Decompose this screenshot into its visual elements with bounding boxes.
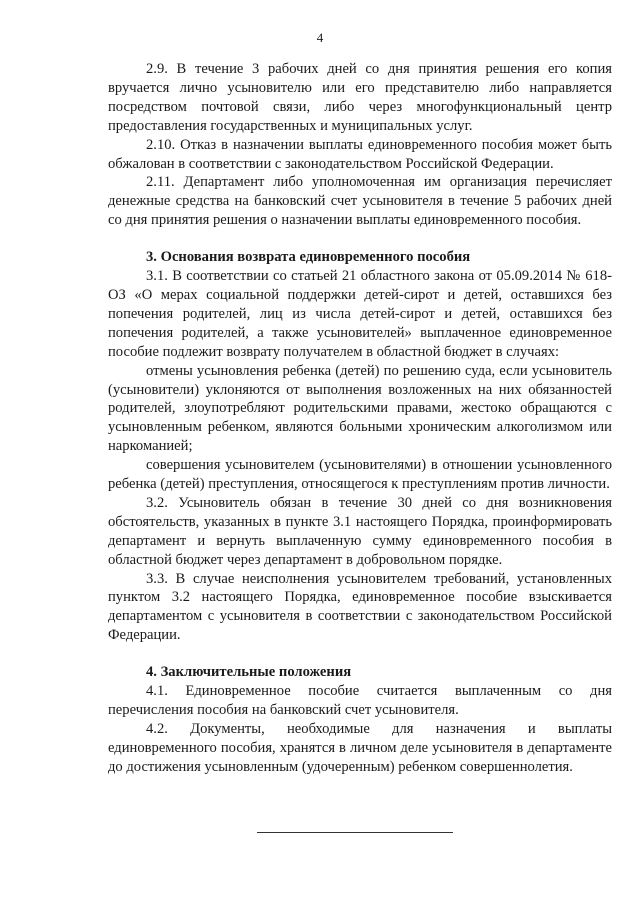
paragraph-2-10: 2.10. Отказ в назначении выплаты единовременного пособия может быть обжалован в соответствии с законодательством Российской Федерации. bbox=[108, 136, 612, 172]
paragraph-3-1-case-2: совершения усыновителем (усыновителями) в отношении усыновленного ребенка (детей) преступления, относящегося к преступлениям против личности. bbox=[108, 457, 612, 493]
paragraph-4-2: 4.2. Документы, необходимые для назначения и выплаты единовременного пособия, хранятся в личном деле усыновителя в департаменте до достижения усыновленным (удочеренным) ребенком совершеннолетия. bbox=[108, 720, 612, 775]
paragraph-2-9: 2.9. В течение 3 рабочих дней со дня принятия решения его копия вручается лично усыновителю или его представителю либо направляется посредством почтовой связи, либо через многофункциональный центр предоставления государственных и муниципальных услуг. bbox=[108, 61, 612, 134]
section-spacer bbox=[108, 645, 612, 663]
paragraph-4-1: 4.1. Единовременное пособие считается выплаченным со дня перечисления пособия на банковский счет усыновителя. bbox=[108, 683, 612, 718]
paragraph-3-1-case-1: отмены усыновления ребенка (детей) по решению суда, если усыновитель (усыновители) уклоняются от выполнения возложенных на них обязанностей родителей, злоупотребляют родительскими правами, жестоко обращаются с усыновленным ребенком, являются больными хроническим алкоголизмом или наркоманией; bbox=[108, 362, 612, 455]
document-body bbox=[108, 60, 612, 777]
end-of-document-rule bbox=[257, 832, 453, 833]
paragraph-2-11: 2.11. Департамент либо уполномоченная им организация перечисляет денежные средства на банковский счет усыновителя в течение 5 рабочих дней со дня принятия решения о назначении выплаты единовременного пособия. bbox=[108, 174, 612, 229]
page-number: 4 bbox=[316, 30, 324, 45]
paragraph-3-1: 3.1. В соответствии со статьей 21 областного закона от 05.09.2014 № 618-ОЗ «О мерах социальной поддержки детей-сирот и детей, оставшихся без попечения родителей, лиц из числа детей-сирот и детей, оставшихся без попечения родителей, а также усыновителей» выплаченное единовременное пособие подлежит возврату получателем в областной бюджет в случаях: bbox=[108, 268, 612, 360]
paragraph-3-2: 3.2. Усыновитель обязан в течение 30 дней со дня возникновения обстоятельств, указанных в пункте 3.1 настоящего Порядка, проинформировать департамент и вернуть выплаченную сумму единовременного пособия в областной бюджет через департамент в добровольном порядке. bbox=[108, 494, 612, 568]
section-4-heading: 4. Заключительные положения bbox=[146, 664, 352, 681]
section-spacer bbox=[108, 230, 612, 248]
section-3-heading: 3. Основания возврата единовременного пособия bbox=[146, 249, 471, 266]
paragraph-3-3: 3.3. В случае неисполнения усыновителем требований, установленных пунктом 3.2 настоящего Порядка, единовременное пособие взыскивается департаментом с усыновителя в соответствии с законодательством Российской Федерации. bbox=[108, 570, 612, 644]
